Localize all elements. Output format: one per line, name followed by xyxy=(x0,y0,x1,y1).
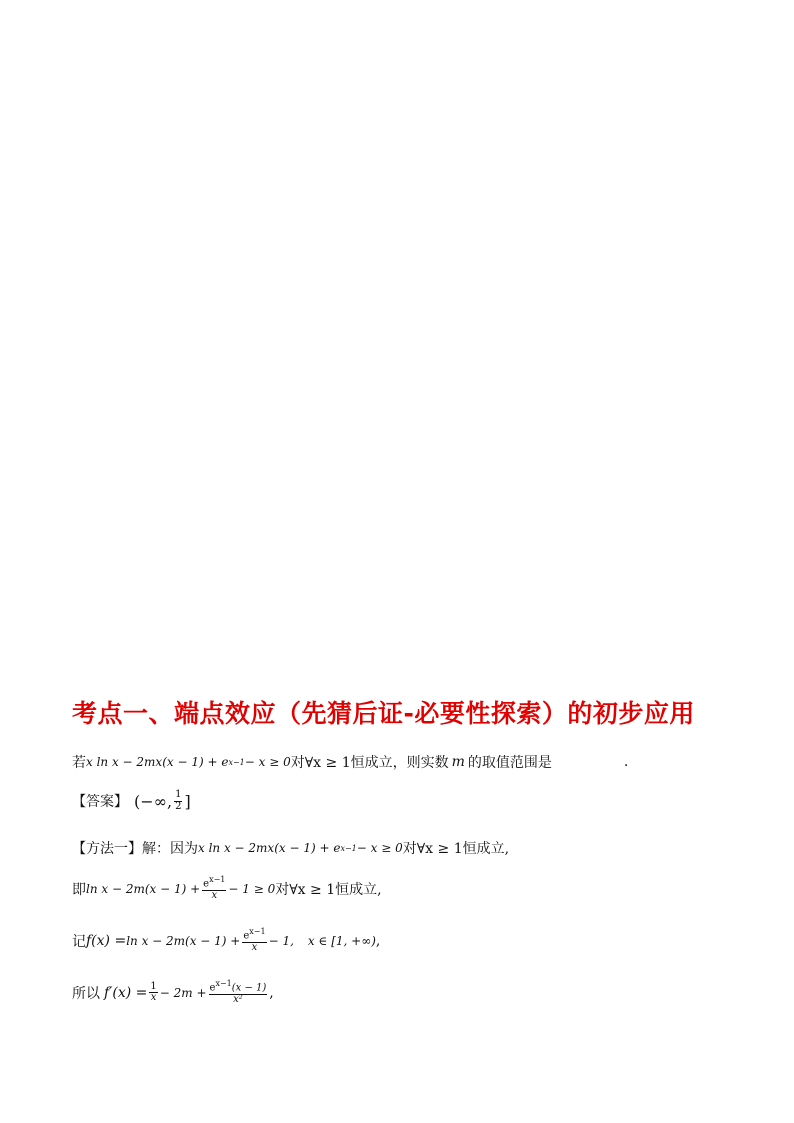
problem-condition: 对∀x ≥ 1恒成立，则实数 xyxy=(290,755,449,771)
answer-interval-right: ] xyxy=(184,791,191,811)
step-four-derivative-label: f′(x) = xyxy=(104,984,148,1001)
answer-fraction-denominator: 2 xyxy=(175,800,182,812)
method-one-condition: 对∀x ≥ 1恒成立, xyxy=(402,841,510,857)
step-four-fraction-two-numerator: e xyxy=(209,982,216,994)
method-one-expression-a: x ln x − 2mx(x − 1) + e xyxy=(198,841,341,855)
step-three-expression-b: − 1, xyxy=(268,933,294,948)
step-four-fraction-two-numerator-tail: (x − 1) xyxy=(231,982,267,994)
step-three-prefix: 记 xyxy=(72,933,86,950)
step-four-prefix: 所以 xyxy=(72,985,100,1002)
step-three-expression-a: ln x − 2m(x − 1) + xyxy=(126,933,241,948)
step-two-fraction xyxy=(202,876,226,901)
problem-statement xyxy=(72,752,628,772)
step-two-condition: 对∀x ≥ 1恒成立, xyxy=(275,881,382,898)
step-three-line xyxy=(72,928,380,953)
step-four-line xyxy=(72,980,274,1005)
step-four-fraction-two xyxy=(209,980,268,1005)
step-three-domain: x ∈ [1, +∞) xyxy=(307,933,376,948)
step-four-middle: − 2m + xyxy=(159,985,207,1000)
problem-expression-a: x ln x − 2mx(x − 1) + e xyxy=(86,755,229,769)
step-four-fraction-one xyxy=(149,982,157,1004)
step-four-fraction-two-numerator-sup: x−1 xyxy=(215,979,232,988)
step-two-expression-b: − 1 ≥ 0 xyxy=(228,881,276,896)
step-four-fraction-one-numerator: 1 xyxy=(150,980,157,992)
step-two-fraction-numerator: e xyxy=(203,878,210,890)
step-three-fraction-denominator: x xyxy=(251,941,258,953)
step-four-end: , xyxy=(269,984,274,1001)
answer-label: 【答案】 xyxy=(72,794,128,810)
answer-fraction-numerator: 1 xyxy=(175,789,182,800)
step-three-function-label: f(x) = xyxy=(86,932,127,949)
step-four-fraction-one-denominator: x xyxy=(150,992,157,1004)
step-two-fraction-denominator: x xyxy=(211,889,218,901)
method-one-expression-b: − x ≥ 0 xyxy=(356,841,403,855)
method-one-line xyxy=(72,838,509,858)
problem-prefix: 若 xyxy=(72,755,86,771)
problem-variable: m xyxy=(451,754,465,770)
step-three-fraction-numerator: e xyxy=(243,930,250,942)
step-two-prefix: 即 xyxy=(72,881,86,898)
step-two-fraction-numerator-sup: x−1 xyxy=(209,875,226,884)
step-two-line xyxy=(72,876,382,901)
problem-expression-b: − x ≥ 0 xyxy=(244,755,291,769)
step-four-fraction-two-denominator: x² xyxy=(233,993,243,1005)
answer-interval-left: (−∞, xyxy=(134,791,173,811)
step-two-expression-a: ln x − 2m(x − 1) + xyxy=(86,881,201,896)
answer-line xyxy=(72,790,191,812)
section-heading: 考点一、端点效应（先猜后证-必要性探索）的初步应用 xyxy=(72,699,695,728)
method-one-expression-sup: x−1 xyxy=(340,843,357,853)
method-one-label: 【方法一】解：因为 xyxy=(72,841,198,857)
step-three-fraction xyxy=(242,928,266,953)
step-three-end: , xyxy=(375,932,381,949)
problem-suffix: 的取值范围是 xyxy=(467,755,552,771)
answer-fraction xyxy=(174,790,182,812)
problem-end: . xyxy=(623,754,629,770)
step-three-fraction-numerator-sup: x−1 xyxy=(249,927,266,936)
problem-expression-sup: x−1 xyxy=(228,757,245,767)
